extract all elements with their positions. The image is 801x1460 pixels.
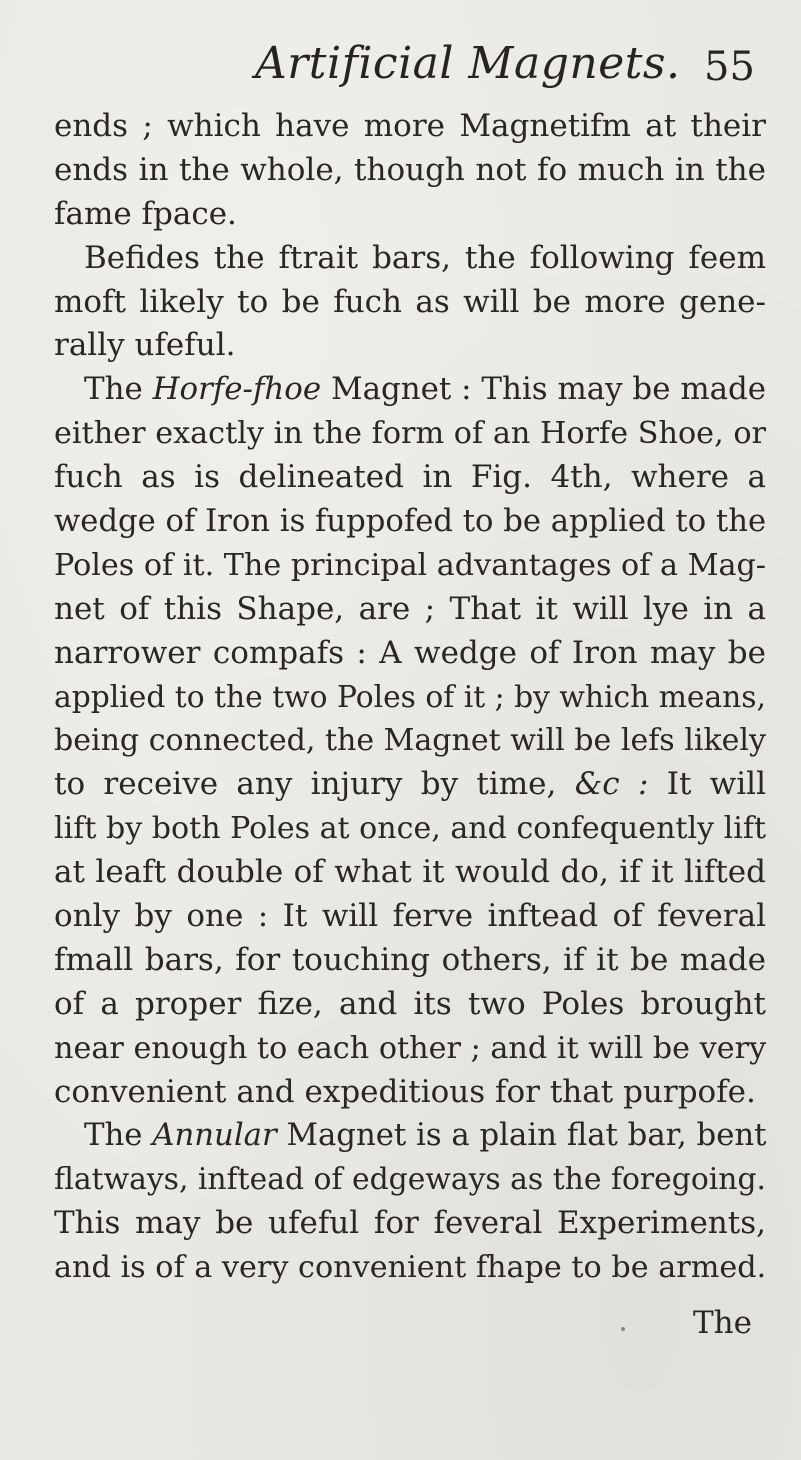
text-line: moft likely to be fuch as will be more gene- (54, 283, 766, 320)
text-line: to receive any injury by time, &c : It will (54, 766, 766, 803)
text-line: convenient and expeditious for that purpofe. (54, 1073, 756, 1110)
text-line: applied to the two Poles of it ; by which means, (54, 679, 766, 715)
text-line: of a proper fize, and its two Poles brought (54, 985, 766, 1022)
text-line: ends in the whole, though not fo much in the (54, 151, 766, 188)
text-line: lift by both Poles at once, and confequently lift (54, 811, 767, 847)
text-line: rally ufeful. (54, 327, 236, 364)
text-line: narrower compafs : A wedge of Iron may be (54, 634, 766, 671)
text-line: near enough to each other ; and it will be very (54, 1030, 767, 1066)
text-line: fmall bars, for touching others, if it be made (54, 941, 766, 978)
text-line: ends ; which have more Magnetifm at their (54, 108, 766, 144)
catchword: The (693, 1305, 752, 1341)
italic-term: &c : (574, 766, 649, 803)
text-line: net of this Shape, are ; That it will lye in a (54, 590, 766, 627)
italic-term: Horfe-fhoe (152, 371, 322, 408)
ink-speck (621, 1327, 625, 1331)
text-line: and is of a very convenient fhape to be armed. (54, 1250, 767, 1286)
text-line: The Horfe-fhoe Magnet : This may be made (84, 371, 767, 408)
text-line: The Annular Magnet is a plain flat bar, bent (84, 1117, 767, 1154)
body-text (54, 105, 766, 1290)
text-line: Poles of it. The principal advantages of a Mag- (54, 547, 767, 583)
italic-term: Annular (152, 1117, 277, 1154)
text-line: at leaft double of what it would do, if it lifted (54, 854, 766, 891)
text-line: fuch as is delineated in Fig. 4th, where a (54, 459, 766, 496)
running-head (0, 38, 801, 108)
text-line: only by one : It will ferve inftead of feveral (54, 898, 766, 935)
page-number: 55 (704, 44, 755, 90)
text-line: fame fpace. (54, 195, 237, 232)
text-line: This may be ufeful for feveral Experiments, (54, 1205, 766, 1242)
text-line: either exactly in the form of an Horfe Shoe, or (54, 416, 766, 452)
text-line: being connected, the Magnet will be lefs likely (54, 723, 766, 759)
text-line: wedge of Iron is fuppofed to be applied to the (54, 504, 767, 540)
text-line: Befides the ftrait bars, the following feem (84, 239, 766, 276)
running-title: Artificial Magnets. (255, 38, 681, 89)
text-line: flatways, inftead of edgeways as the foregoing. (54, 1162, 766, 1198)
